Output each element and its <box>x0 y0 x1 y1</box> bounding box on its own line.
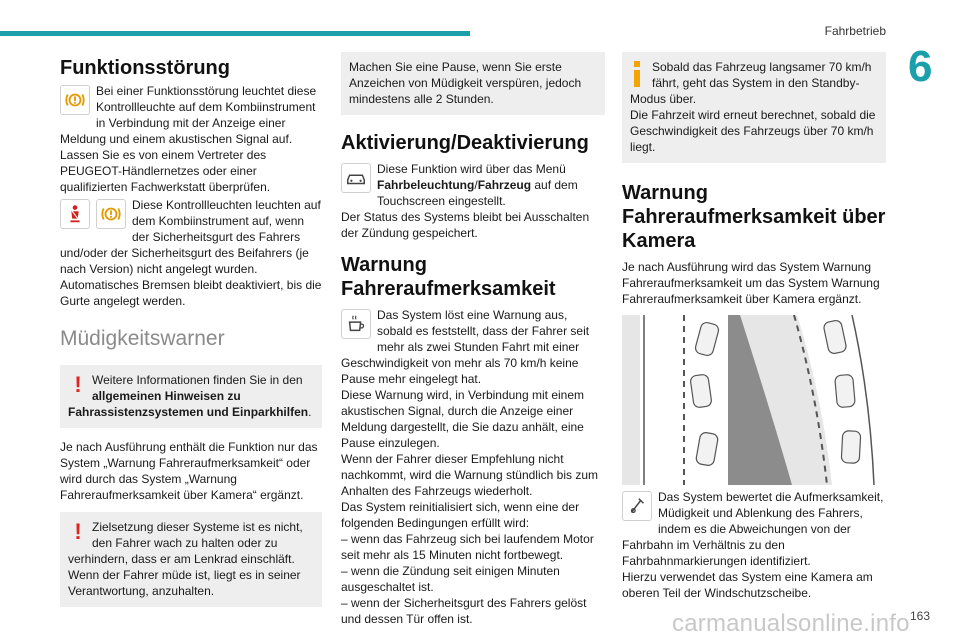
pause-box <box>341 52 605 115</box>
info-box <box>622 52 886 163</box>
heading-warnung: Warnung Fahreraufmerksamkeit <box>341 254 556 300</box>
heading-funktionsstoerung: Funktionsstörung <box>60 57 230 79</box>
list-item-1: – wenn das Fahrzeug sich bei laufendem Motor seit mehr als 15 Minuten nicht fortbewegt. <box>341 532 594 562</box>
text-malfunction-2: Lassen Sie es von einem Vertreter des PEUGEOT-Händlernetzes oder einer qualifizierten Fachwerkstatt überprüfen. <box>60 148 271 194</box>
text-warning-display: Diese Warnung wird, in Verbindung mit einem akustischen Signal, durch die Anzeige einer Meldung dargestellt, die Sie dazu anhält, eine Pause einzulegen. <box>341 388 585 450</box>
lane-departure-illustration <box>622 315 884 485</box>
info-text-2: Die Fahrzeit wird erneut berechnet, sobald die Geschwindigkeit des Fahrzeugs über 70 km/h liegt. <box>630 108 876 154</box>
aeb-warning-icon <box>60 85 90 115</box>
warning-exclamation-icon-2: ! <box>74 519 82 544</box>
text-status-saved: Der Status des Systems bleibt bei Ausschalten der Zündung gespeichert. <box>341 210 590 240</box>
page-number: 163 <box>909 609 930 623</box>
paragraph-camera <box>622 489 886 569</box>
road-drawing <box>622 315 884 485</box>
text-reinit: Das System reinitialisiert sich, wenn eine der folgenden Bedingungen erfüllt wird: <box>341 500 580 530</box>
steering-attention-icon <box>622 491 652 521</box>
text-activation: Diese Funktion wird über das Menü Fahrbeleuchtung/Fahrzeug auf dem Touchscreen eingestellt. <box>377 162 578 208</box>
text-camera-location: Hierzu verwendet das System eine Kamera am oberen Teil der Windschutzscheibe. <box>622 570 873 600</box>
aeb-warning-icon-2 <box>96 199 126 229</box>
text-warning-repeat: Wenn der Fahrer dieser Empfehlung nicht nachkommt, wird die Warnung stündlich bis zum Anhalten des Fahrzeugs wiederholt. <box>341 452 598 498</box>
seatbelt-icon <box>60 199 90 229</box>
text-malfunction-1: Bei einer Funktionsstörung leuchtet diese Kontrollleuchte auf dem Kombiinstrument in Verbindung mit der Anzeige einer Meldung und einem akustischen Signal auf. <box>60 84 317 146</box>
list-item-3: – wenn der Sicherheitsgurt des Fahrers gelöst und dessen Tür offen ist. <box>341 596 587 626</box>
column-3 <box>622 52 886 601</box>
info-text-1: Sobald das Fahrzeug langsamer 70 km/h fährt, geht das System in den Standby-Modus über. <box>630 60 872 106</box>
text-camera-variant: Je nach Ausführung wird das System Warnung Fahreraufmerksamkeit um das System Warnung Fahreraufmerksamkeit über Kamera ergänzt. <box>622 260 880 306</box>
warning-text-1: Weitere Informationen finden Sie in den allgemeinen Hinweisen zu Fahrassistenzsystemen und Einparkhilfen. <box>68 373 312 419</box>
warning-text-2b: Wenn der Fahrer müde ist, liegt es in seiner Verantwortung, anzuhalten. <box>68 568 301 598</box>
warning-box-1 <box>60 365 322 428</box>
heading-muedigkeitswarner: Müdigkeitswarner <box>60 327 225 350</box>
text-seatbelt: Diese Kontrollleuchten leuchten auf dem Kombiinstrument auf, wenn der Sicherheitsgurt des Fahrers und/oder der Sicherheitsgurt des Beifahrers (je nach Version) nicht angelegt wurden. Automatisches Bremsen bleibt deaktiviert, bis die Gurte angelegt werden. <box>60 198 322 308</box>
paragraph-malfunction <box>60 83 322 147</box>
info-icon <box>630 61 644 87</box>
warning-exclamation-icon: ! <box>74 372 82 397</box>
section-title: Fahrbetrieb <box>824 24 886 38</box>
column-1 <box>60 52 322 607</box>
column-2 <box>341 52 605 627</box>
warning-text-2a: Zielsetzung dieser Systeme ist es nicht, den Fahrer wach zu halten oder zu verhindern, dass er am Lenkrad einschläft. <box>68 520 303 566</box>
paragraph-seatbelt <box>60 197 322 309</box>
pause-text: Machen Sie eine Pause, wenn Sie erste Anzeichen von Müdigkeit verspüren, jedoch mindestens alle 2 Stunden. <box>349 60 582 106</box>
text-camera-eval: Das System bewertet die Aufmerksamkeit, Müdigkeit und Ablenkung des Fahrers, indem es die Abweichungen von der Fahrbahn im Verhältnis zu den Fahrbahnmarkierungen identifiziert. <box>622 490 884 568</box>
heading-warnung-kamera: Warnung Fahreraufmerksamkeit über Kamera <box>622 182 886 252</box>
watermark: carmanualsonline.info <box>672 610 910 637</box>
list-item-2: – wenn die Zündung seit einigen Minuten ausgeschaltet ist. <box>341 564 560 594</box>
coffee-cup-icon <box>341 309 371 339</box>
chapter-number: 6 <box>908 42 933 91</box>
text-warning-trigger: Das System löst eine Warnung aus, sobald es feststellt, dass der Fahrer seit mehr als zwei Stunden Fahrt mit einer Geschwindigkeit von mehr als 70 km/h keine Pause mehr eingelegt hat. <box>341 308 590 386</box>
warning-box-2 <box>60 512 322 607</box>
text-variants: Je nach Ausführung enthält die Funktion nur das System „Warnung Fahreraufmerksamkeit“ oder wird durch das System „Warnung Fahreraufmerksamkeit über Kamera“ ergänzt. <box>60 440 318 502</box>
heading-aktivierung: Aktivierung/Deaktivierung <box>341 132 589 154</box>
vehicle-menu-icon <box>341 163 371 193</box>
header-accent-bar <box>0 31 470 36</box>
paragraph-warning <box>341 307 605 387</box>
paragraph-activation <box>341 161 605 209</box>
